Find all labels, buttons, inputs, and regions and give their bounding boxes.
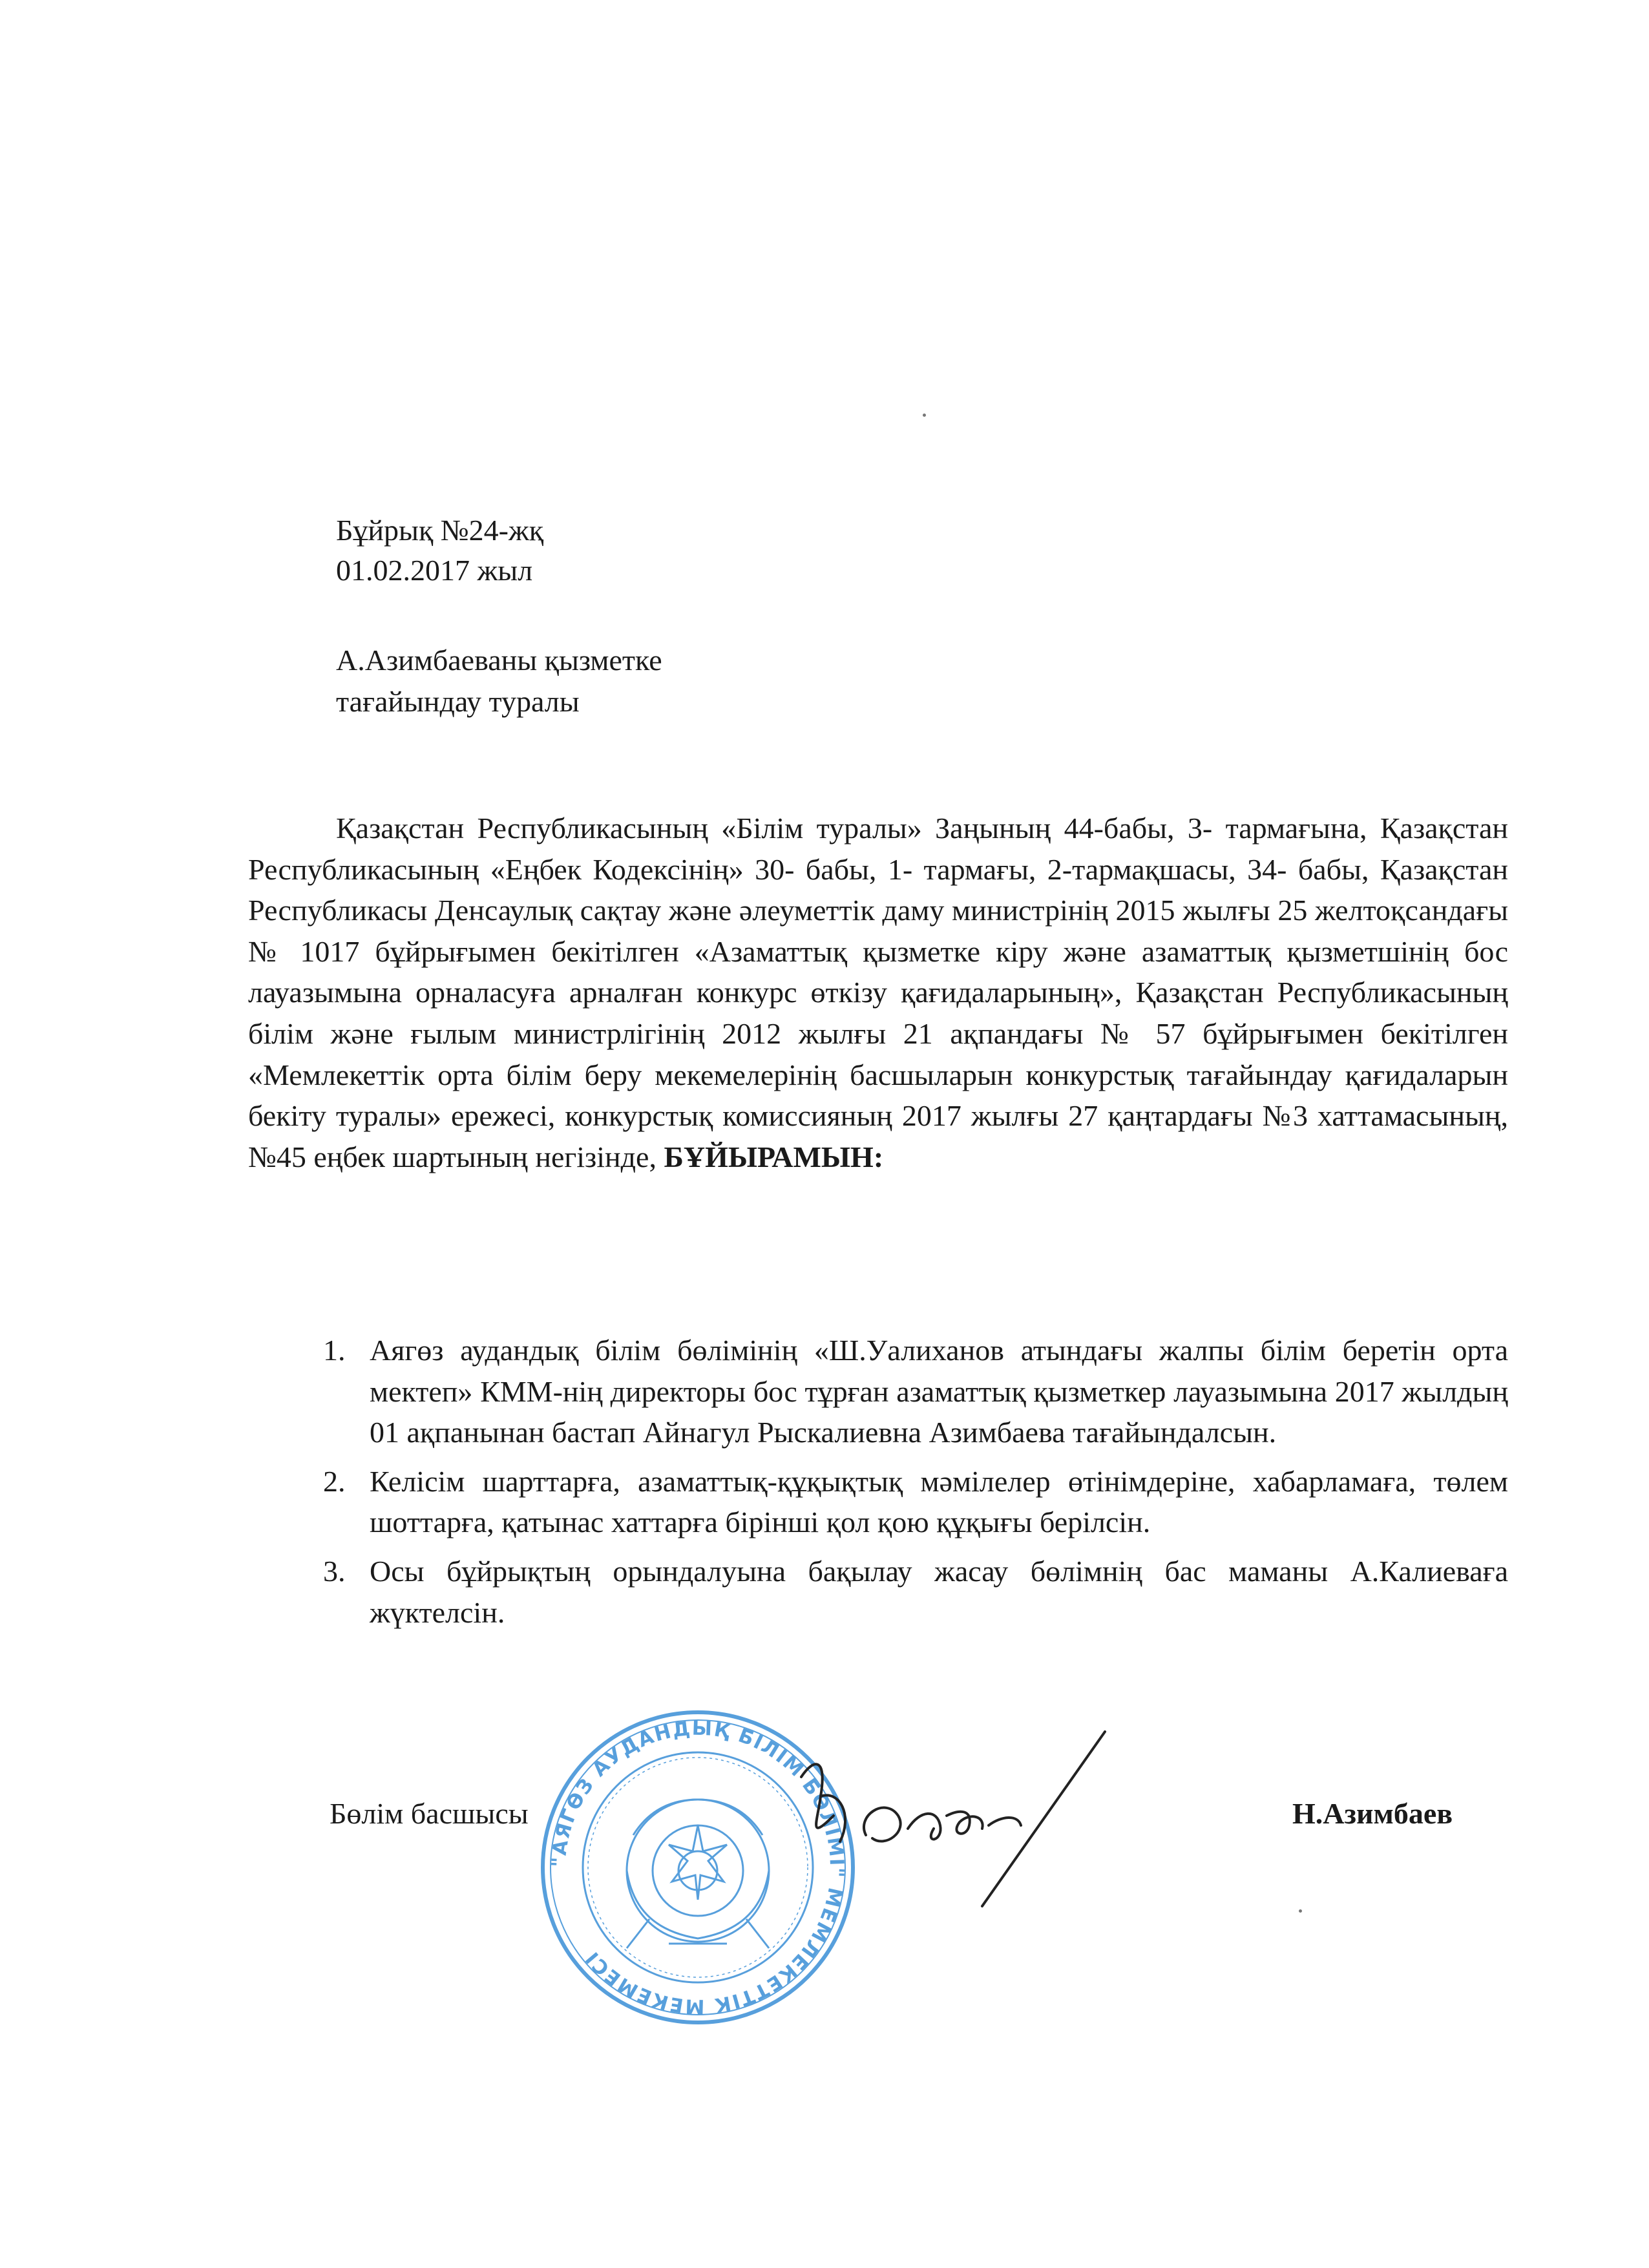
order-subject [336,640,662,722]
order-item [323,1330,1508,1453]
order-date: 01.02.2017 жыл [336,554,533,587]
stamp-outer-text: "АЯГӨЗ АУДАНДЫҚ БІЛІМ БӨЛІМІ" МЕМЛЕКЕТТІК МЕКЕМЕСІ [547,1717,848,2018]
order-header [336,510,543,591]
signer-name: Н.Азимбаев [1292,1797,1453,1830]
order-number: Бұйрық №24-жқ [336,514,544,547]
preamble-paragraph [248,808,1508,1177]
scan-speck [1299,1909,1302,1913]
order-item-number: 1. [323,1334,346,1367]
order-item-number: 3. [323,1554,346,1588]
order-item-text: Аягөз аудандық білім бөлімінің «Ш.Уалиханов атындағы жалпы білім беретін орта мектеп» КММ-нің директоры бос тұрған азаматтық қызметкер лауазымына 2017 жылдың 01 ақпанынан бастап Айнагул Рыскалиевна Азимбаева тағайындалсын. [370,1334,1508,1449]
order-item-text: Осы бұйрықтың орындалуына бақылау жасау бөлімнің бас маманы А.Калиеваға жүктелсін. [370,1554,1508,1629]
state-emblem-icon [627,1800,769,1948]
order-item [323,1461,1508,1543]
scan-speck [923,414,926,417]
subject-line-1: А.Азимбаеваны қызметке [336,644,662,677]
decree-word: БҰЙЫРАМЫН: [664,1140,884,1173]
handwritten-signature [795,1719,1131,1913]
preamble-text: Қазақстан Республикасының «Білім туралы» Заңының 44-бабы, 3- тармағына, Қазақстан Республикасының «Еңбек Кодексінің» 30- бабы, 1- тармағы, 2-тармақшасы, 34- бабы, Қазақстан Республикасы Денсаулық сақтау және әлеуметтік даму министрінің 2015 жылғы 25 желтоқсандағы № 1017 бұйрығымен бекітілген «Азаматтық қызметке кіру және азаматтық қызметшінің бос лауазымына орналасуға арналған конкурс өткізу қағидаларының», Қазақстан Республикасының білім және ғылым министрлігінің 2012 жылғы 21 ақпандағы № 57 бұйрығымен бекітілген «Мемлекеттік орта білім беру мекемелерінің басшыларын конкурстық тағайындау қағидаларын бекіту туралы» ережесі, конкурстық комиссияның 2017 жылғы 27 қаңтардағы №3 хаттамасының, №45 еңбек шартының негізінде, [248,812,1508,1173]
subject-line-2: тағайындау туралы [336,685,580,718]
order-items-list [323,1330,1508,1641]
order-item-text: Келісім шарттарға, азаматтық-құқықтық мәмілелер өтінімдеріне, хабарламаға, төлем шоттарға, қатынас хаттарға бірінші қол қою құқығы берілсін. [370,1464,1508,1539]
order-item-number: 2. [323,1464,346,1498]
signer-position: Бөлім басшысы [330,1797,529,1830]
order-item [323,1551,1508,1633]
